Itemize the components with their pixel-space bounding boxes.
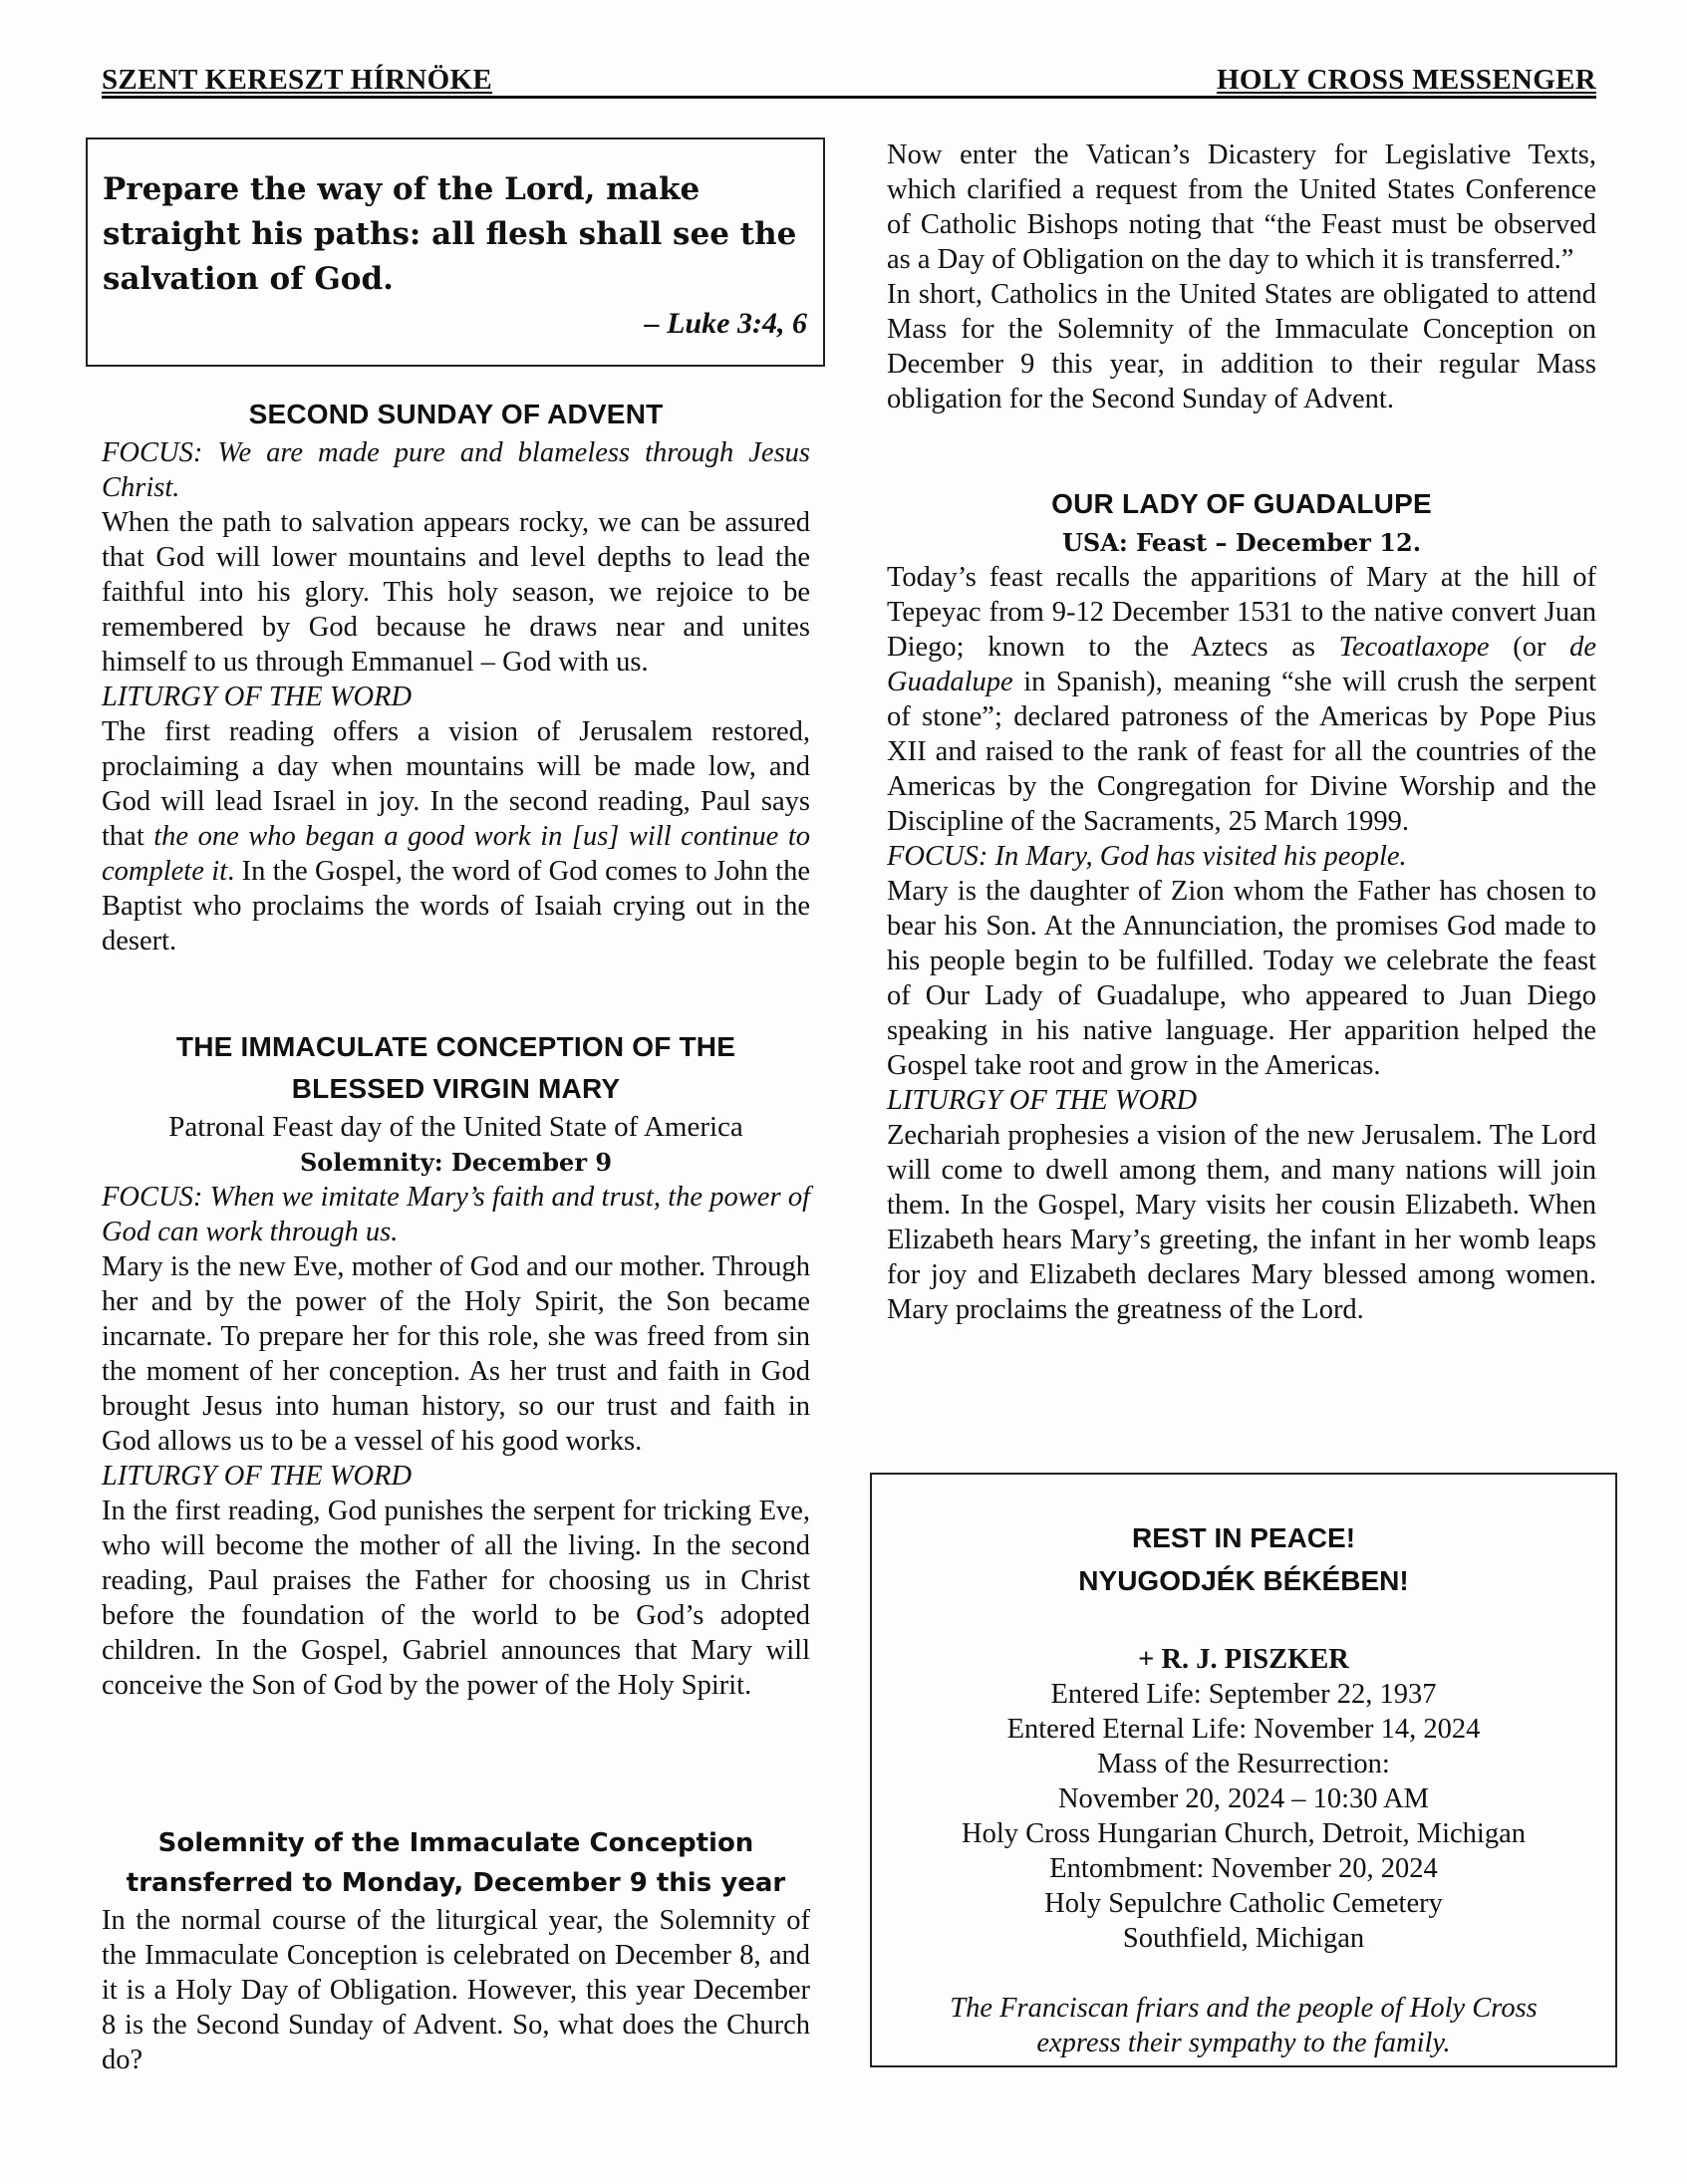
obituary-content [872, 1516, 1615, 2060]
sympathy-line: express their sympathy to the family. [1036, 2028, 1451, 2058]
body-text: Mary is the new Eve, mother of God and our mother. Through her and by the power of the Holy Spirit, the Son became incarnate. To prepare her for this role, she was freed from sin the moment of her conception. As her trust and faith in God brought Jesus into human history, so our trust and faith in God allows us to be a vessel of his good works. [102, 1251, 810, 1457]
section-heading-line1: Solemnity of the Immaculate Conception [157, 1828, 754, 1858]
obituary-box [870, 1473, 1617, 2067]
obituary-line: Holy Cross Hungarian Church, Detroit, Michigan [962, 1818, 1526, 1849]
obituary-line: November 20, 2024 – 10:30 AM [1057, 1783, 1430, 1814]
body-text: In the normal course of the liturgical year, the Solemnity of the Immaculate Conception is celebrated on December 8, and it is a Holy Day of Obligation. However, this year December 8 is the Second Sunday of Advent. So, what does the Church do? [102, 1905, 810, 2075]
deceased-name: + R. J. PISZKER [1138, 1644, 1349, 1675]
intro-text-part: (or [1489, 632, 1570, 663]
body-text: When the path to salvation appears rocky, we can be assured that God will lower mountains and level depths to lead the faithful into his glory. This holy season, we rejoice to be remembered by God because he draws near and unites himself to us through Emmanuel – God with us. [102, 507, 810, 678]
section-our-lady-guadalupe [887, 483, 1596, 1327]
summary-text: In short, Catholics in the United States are obligated to attend Mass for the Solemnity of the Immaculate Conception on December 9 this year, in addition to their regular Mass obligation for the Second Sunday of Advent. [887, 279, 1596, 414]
section-transfer-notice [102, 1823, 810, 2077]
obituary-line: Southfield, Michigan [1122, 1923, 1365, 1954]
masthead-title-english: HOLY CROSS MESSENGER [1217, 64, 1596, 96]
liturgy-text: Zechariah prophesies a vision of the new Jerusalem. The Lord will come to dwell among them, and many nations will join them. In the Gospel, Mary visits her cousin Elizabeth. When Elizabeth hears Mary’s greeting, the infant in her womb leaps for joy and Elizabeth declares Mary blessed among women. Mary proclaims the greatness of the Lord. [887, 1120, 1596, 1325]
liturgy-label: LITURGY OF THE WORD [887, 1085, 1198, 1116]
body-text-continued: Now enter the Vatican’s Dicastery for Legislative Texts, which clarified a request from the United States Conference of Catholic Bishops noting that “the Feast must be observed as a Day of Obligation on the day to which it is transferred.” [887, 139, 1596, 275]
section-heading-line2: transferred to Monday, December 9 this year [126, 1868, 786, 1898]
liturgy-label: LITURGY OF THE WORD [102, 682, 413, 712]
section-heading-line2: BLESSED VIRGIN MARY [291, 1073, 621, 1104]
liturgy-label: LITURGY OF THE WORD [102, 1461, 413, 1492]
sympathy-line: The Franciscan friars and the people of Holy Cross [950, 1993, 1538, 2024]
intro-text-part: Today’s feast recalls the apparitions of Mary at the hill of Tepeyac from 9-12 December 1531 to the native convert Juan Diego; known to the Aztecs as [887, 562, 1596, 663]
scripture-quote-box [86, 137, 825, 367]
obituary-heading-hungarian: NYUGODJÉK BÉKÉBEN! [1078, 1565, 1409, 1596]
obituary-line: Entombment: November 20, 2024 [1049, 1853, 1438, 1884]
section-rank: USA: Feast – December 12. [1061, 528, 1422, 557]
body-text: Mary is the daughter of Zion whom the Father has chosen to bear his Son. At the Annunciation, the promises God made to his people begin to be fulfilled. Today we celebrate the feast of Our Lady of Guadalupe, who appeared to Juan Diego speaking in his native language. Her apparition helped the Gospel take root and grow in the Americas. [887, 876, 1596, 1081]
obituary-line: Entered Life: September 22, 1937 [1050, 1679, 1437, 1710]
section-rank: Solemnity: December 9 [299, 1148, 613, 1177]
section-subtitle: Patronal Feast day of the United State of America [168, 1111, 743, 1143]
section-transfer-continued [887, 137, 1596, 416]
obituary-line: Holy Sepulchre Catholic Cemetery [1044, 1888, 1443, 1919]
obituary-heading-english: REST IN PEACE! [1131, 1522, 1356, 1553]
aztec-name-italic: Tecoatlaxope [1338, 632, 1490, 663]
masthead-rule [102, 96, 1596, 99]
spacer [872, 1956, 1615, 1991]
section-heading: OUR LADY OF GUADALUPE [1051, 488, 1432, 519]
obituary-line: Entered Eternal Life: November 14, 2024 [1006, 1714, 1481, 1745]
intro-text [887, 560, 1596, 839]
masthead [102, 62, 1596, 102]
liturgy-quote-italic: the one who began a good work in [us] will continue to complete it [102, 821, 810, 887]
scripture-quote-text: Prepare the way of the Lord, make straight his paths: all flesh shall see the salvation of God. [103, 171, 797, 297]
focus-text: FOCUS: When we imitate Mary’s faith and trust, the power of God can work through us. [102, 1182, 810, 1247]
liturgy-text [102, 714, 810, 958]
section-heading-line1: THE IMMACULATE CONCEPTION OF THE [175, 1031, 736, 1062]
section-second-sunday-advent [102, 394, 810, 958]
focus-text: FOCUS: We are made pure and blameless through Jesus Christ. [102, 437, 810, 503]
masthead-title-hungarian: SZENT KERESZT HÍRNÖKE [102, 64, 493, 96]
liturgy-text-part: . In the Gospel, the word of God comes to John the Baptist who proclaims the words of Isaiah crying out in the desert. [102, 856, 810, 956]
spacer [872, 1602, 1615, 1642]
section-immaculate-conception [102, 1026, 810, 1703]
focus-text: FOCUS: In Mary, God has visited his people. [887, 841, 1407, 872]
section-heading: SECOND SUNDAY OF ADVENT [248, 399, 664, 429]
obituary-line: Mass of the Resurrection: [1097, 1749, 1390, 1779]
liturgy-text: In the first reading, God punishes the serpent for tricking Eve, who will become the mother of all the living. In the second reading, Paul praises the Father for choosing us in Christ before the foundation of the world to be God’s adopted children. In the Gospel, Gabriel announces that Mary will conceive the Son of God by the power of the Holy Spirit. [102, 1496, 810, 1701]
liturgy-text-part: The first reading offers a vision of Jerusalem restored, proclaiming a day when mountains will be made low, and God will lead Israel in joy. In the second reading, Paul says that [102, 716, 810, 852]
intro-text-part: in Spanish), meaning “she will crush the serpent of stone”; declared patroness of the Americas by Pope Pius XII and raised to the rank of feast for all the countries of the Americas by the Congregation for Divine Worship and the Discipline of the Sacraments, 25 March 1999. [887, 667, 1596, 837]
scripture-citation: – Luke 3:4, 6 [644, 307, 807, 340]
spanish-name-italic: de Guadalupe [887, 632, 1596, 697]
